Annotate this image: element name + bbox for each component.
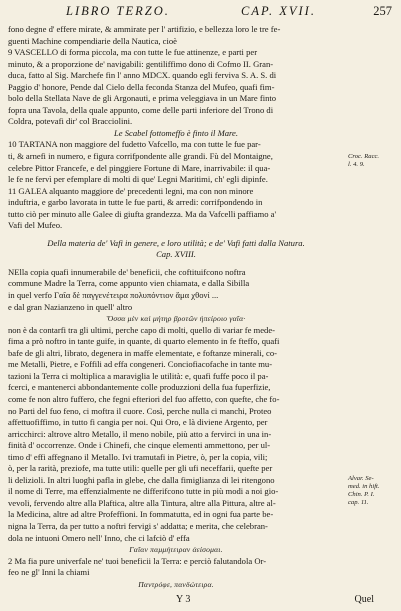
text-line: commune Madre la Terra, come appunto vien chiamata, e dalla Sibilla — [8, 278, 250, 289]
text-line: Παντρόφε, πανδώτειρα. — [138, 579, 214, 589]
page-footer — [8, 594, 396, 608]
margin-note-line: Alvar. Se- — [348, 475, 374, 482]
margin-note-line: Croc. Racc. — [348, 153, 380, 160]
signature-mark: Y 3 — [176, 594, 191, 605]
text-line: duca, fatto al Sig. Marchefe fin l' anno MDCX. quando egli ferviva S. A. S. di — [8, 70, 277, 81]
text-line: le fe ne fervì per efemplare di molti di que' Legni Maritimi, ch' egli dipinfe. — [8, 174, 268, 185]
margin-note-line: cap. 11. — [348, 499, 369, 506]
margin-note-alvar — [348, 475, 398, 507]
text-line: Coldra, potevafi dir' col Bracciolini. — [8, 116, 133, 127]
text-line: Cap. XVIII. — [156, 249, 196, 260]
text-line: me Metalli, Pietre, e Foffili ad effa congeneri. Conciofiacofache in tante mu- — [8, 359, 273, 370]
text-line: guenti Machine compendiarie della Nautica, cioè — [8, 35, 177, 46]
text-line: Γαῖαν παμμήτειραν ἀείσομαι. — [129, 545, 223, 555]
margin-note-line: l. 4. 9. — [348, 161, 365, 168]
book-title: LIBRO TERZO. — [66, 4, 170, 18]
text-line: fima a prò noftro in tante guife, in quante, di quarto elemento in fe fteffo, quafi — [8, 336, 280, 347]
text-line: Ὅσσα μὲν καὶ μήτηρ βροτῶν ἠπείροιο γαῖα· — [106, 314, 246, 324]
text-line: come fe non altro fuffero, che fegni efteriori del fuo affetto, con quefte, che fo- — [8, 393, 280, 404]
catchword: Quel — [354, 594, 374, 605]
page-number: 257 — [373, 4, 392, 18]
text-line: fcerci, e mantenerci abbondantemente colle produzzioni della fua fuperfizie, — [8, 382, 271, 393]
text-line: celebre Pittor Francefe, e del pinggiere Fortune di Mare, inarrivabile: il qua- — [8, 162, 271, 173]
text-line: bafe de gli altri, librato, degenera in maffe elementate, e foftanze minerali, co- — [8, 347, 277, 358]
text-line: la Medicina, altre ad altre Profeffioni. In fommatutta, ed in ogni fua parte be- — [8, 509, 274, 520]
text-line: e dal gran Nazianzeno in quell' altro — [8, 301, 133, 312]
text-line: tazioni la Terra ci moltiplica a maraviglia le utilità: e, quafi fuffe poco il pa- — [8, 370, 269, 381]
text-line: Le Scabel fottomeffo è finto il Mare. — [113, 127, 239, 138]
text-line: nigna la Terra, da per tutto a noftri fervigi s' addatta; e merita, che celebran- — [8, 520, 268, 531]
text-line: induftria, e garbo lavorata in tutte le fue parti, & arredi: corrifpondendo in — [8, 197, 263, 208]
book-page — [8, 0, 396, 611]
text-line: Vafi del Mufeo. — [8, 220, 63, 231]
margin-note-line: Chin. P. I. — [348, 491, 375, 498]
text-line: fopra una Tavola, della quale appunto, come delle parti inferiore del Trono di — [8, 104, 274, 115]
text-line: arricchirci: altrove altro Metallo, il meno nobile, più atto a fervirci in una in- — [8, 428, 272, 439]
text-line: Della materia de' Vafi in genere, e loro utilità; e de' Vafi fatti dalla Natura. — [47, 237, 305, 248]
text-line: tutto ciò per minuto alle Galee di giufta grandezza. Ma da Vafcelli paffiamo a' — [8, 208, 277, 219]
text-line: feo ne gl' Inni la chiami — [8, 567, 90, 578]
running-head — [66, 4, 392, 20]
text-line: vevoli, fervendo altre alla Plaftica, altre alla Tintura, altre alla Pittura, altre al- — [8, 497, 276, 508]
text-line: in quel verfo Γαῖα δὲ παγγενέτειρα πολυπόντιον ἅμα χθονί ... — [8, 290, 219, 301]
text-line: ti, & arnefi in numero, e figura corrifpondente alle grandi. Fù del Montaigne, — [8, 151, 273, 162]
text-line: dola ne intuoni Omero nell' Inno, che ci lafciò d' effa — [8, 532, 190, 543]
text-line: finità d' occorrenze. Onde i Chinefi, che cinque elementi ammettono, per ul- — [8, 440, 271, 451]
text-line: 9 VASCELLO di forma piccola, ma con tutte le fue attinenze, e parti per — [8, 47, 258, 58]
text-line: NElla copia quafi innumerabile de' beneficii, che coftituifcono noftra — [8, 266, 246, 277]
text-line: Paggio d' honore, Pende dal Cielo della feconda Stanza del Mufeo, quafi fim- — [8, 81, 275, 92]
text-line: li delizioli. In altri luoghi pafla in glebe, che dalla fimiglianza di lei ritengono — [8, 474, 275, 485]
page-body-text — [8, 24, 344, 590]
margin-note-croce — [348, 153, 398, 169]
chapter-label: CAP. XVII. — [241, 4, 316, 18]
text-line: bolo della Stellata Nave de gli Argonauti, e prima veleggiava in un Mare finto — [8, 93, 277, 104]
text-line: 11 GALEA alquanto maggiore de' precedenti legni, ma con non minore — [8, 185, 254, 196]
text-line: ò, per la rarità, preziofe, ma tutte utili: quelle per gli ufi neceffarii, quefte per — [8, 463, 273, 474]
text-line: fono degne d' effere mirate, & ammirate per l' artifizio, e bellezza loro le tre fe- — [8, 24, 281, 34]
text-line: minuto, & a proporzione de' navigabili: gentiliffimo dono di Cofmo II. Gran- — [8, 58, 274, 69]
text-line: il nome di Terre, ma effenzialmente ne differifcono tutte in più modi a noi gio- — [8, 486, 279, 497]
text-line: no Parti del fuo feno, ci moftra il cuore. Così, perche nulla ci manchi, Proteo — [8, 405, 272, 416]
text-line: non è da contarfi tra gli ultimi, perche capo di molti, quello di variar fe mede- — [8, 324, 276, 335]
text-line: timo d' effi affegnano il Metallo. Ivi tramutafi in Pietre, ò, per la copia, vili; — [8, 451, 268, 462]
margin-note-line: med. in hift. — [348, 483, 380, 490]
text-line: affettuofiffimo, in tutto fi cangia per noi. Qui Oro, e là diviene Argento, per — [8, 417, 268, 428]
text-line: 10 TARTANA non maggiore del fudetto Vafcello, ma con tutte le fue par- — [8, 139, 261, 150]
text-line: 2 Ma fia pure univerfale ne' tuoi beneficii la Terra: e perciò falutandola Or- — [8, 555, 267, 566]
